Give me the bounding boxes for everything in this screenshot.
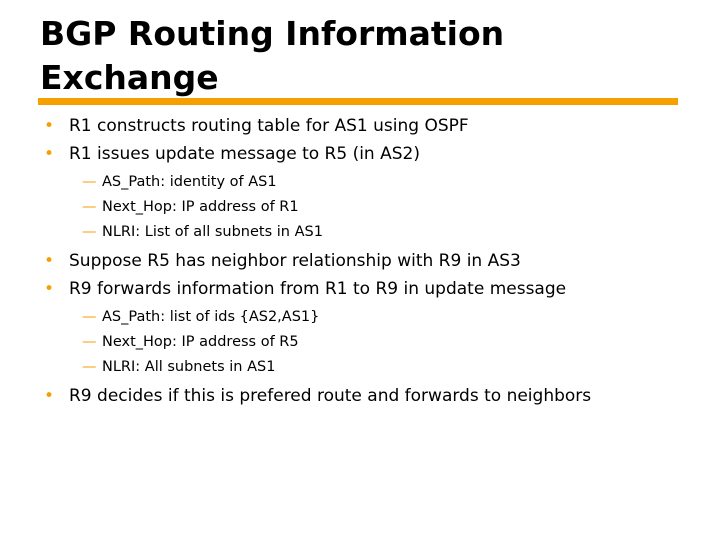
- slide-title-line-1: BGP Routing Information: [40, 14, 505, 53]
- sub-bullet-text: AS_Path: identity of AS1: [102, 174, 277, 190]
- bullet-text: R9 forwards information from R1 to R9 in update message: [69, 279, 567, 299]
- dash-marker: —: [82, 309, 97, 325]
- bullet-marker: •: [44, 144, 55, 164]
- dash-marker: —: [82, 174, 97, 190]
- dash-marker: —: [82, 359, 97, 375]
- sub-bullet-text: Next_Hop: IP address of R1: [102, 199, 299, 215]
- sub-bullet-text: AS_Path: list of ids {AS2,AS1}: [102, 309, 320, 325]
- bullet-marker: •: [44, 279, 55, 299]
- bullet-text: R1 issues update message to R5 (in AS2): [69, 144, 420, 164]
- slide-title-line-2: Exchange: [40, 58, 219, 97]
- dash-marker: —: [82, 199, 97, 215]
- dash-marker: —: [82, 224, 97, 240]
- sub-bullet-text: NLRI: All subnets in AS1: [102, 359, 276, 375]
- bullet-text: R9 decides if this is prefered route and forwards to neighbors: [69, 386, 592, 406]
- sub-bullet-text: Next_Hop: IP address of R5: [102, 334, 299, 350]
- sub-bullet-text: NLRI: List of all subnets in AS1: [102, 224, 323, 240]
- bullet-marker: •: [44, 386, 55, 406]
- dash-marker: —: [82, 334, 97, 350]
- bullet-marker: •: [44, 251, 55, 271]
- bullet-text: Suppose R5 has neighbor relationship with R9 in AS3: [69, 251, 521, 271]
- bullet-marker: •: [44, 116, 55, 136]
- bullet-text: R1 constructs routing table for AS1 using OSPF: [69, 116, 469, 136]
